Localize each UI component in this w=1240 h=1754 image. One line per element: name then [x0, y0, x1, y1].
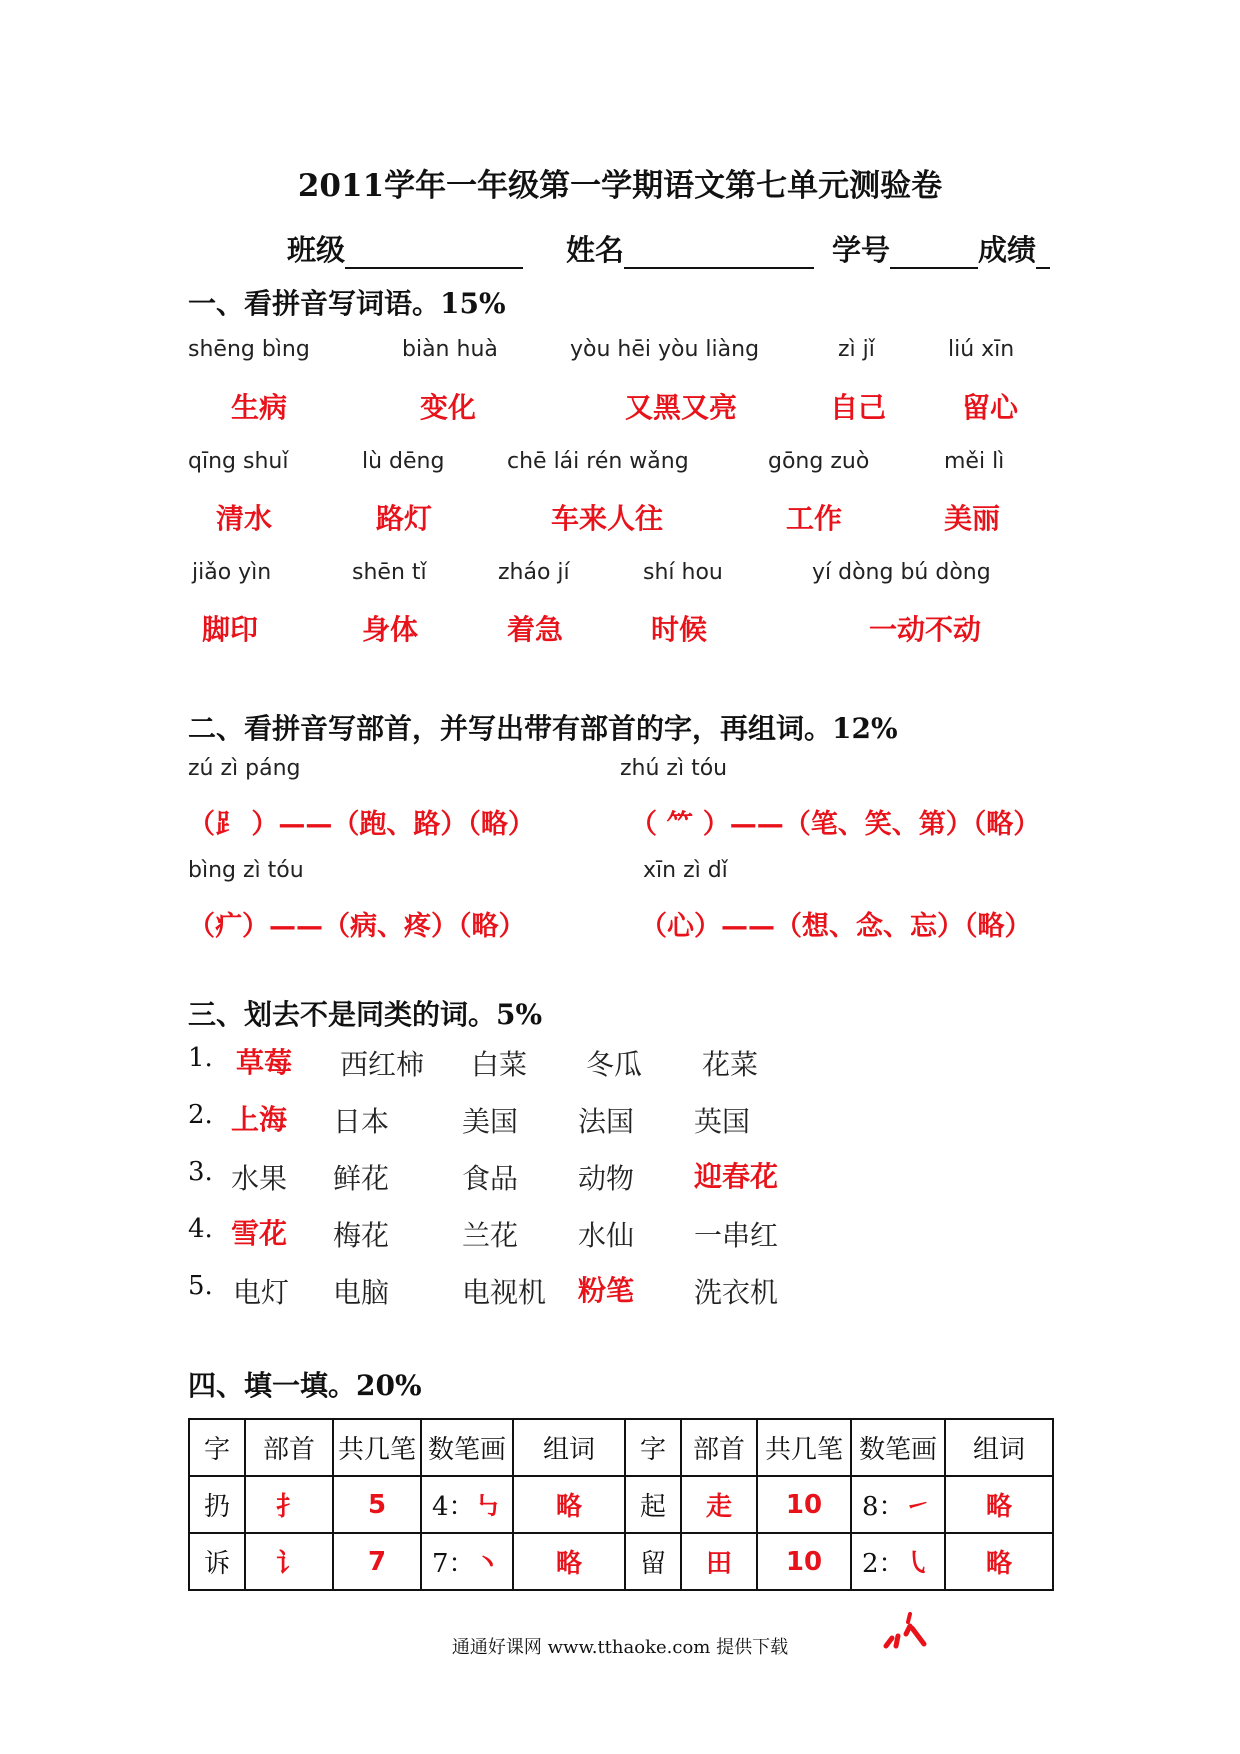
pinyin: zú zì páng — [188, 756, 301, 781]
word: 梅花 — [333, 1219, 390, 1252]
pinyin: yí dòng bú dòng — [812, 560, 991, 585]
radical-answer: （ ⺮ ）——（笔、笑、第）（略） — [630, 809, 1041, 840]
stroke-index: 7： — [432, 1549, 475, 1579]
radical-answer: （疒）——（病、疼）（略） — [188, 911, 526, 942]
word: 花菜 — [702, 1048, 759, 1081]
row-number: 2. — [188, 1100, 213, 1130]
header-cell: 数笔画 — [851, 1419, 945, 1476]
word: 电灯 — [233, 1276, 290, 1309]
answer-word: 清水 — [216, 502, 273, 535]
answer-word: 一动不动 — [869, 613, 982, 646]
pinyin: xīn zì dǐ — [643, 858, 728, 883]
pinyin: lù dēng — [362, 449, 445, 474]
name-group — [566, 228, 814, 269]
odd-word: 迎春花 — [694, 1160, 779, 1193]
word: 日本 — [333, 1105, 390, 1138]
header-cell: 字 — [625, 1419, 681, 1476]
word-cell: 略 — [513, 1476, 625, 1533]
row-number: 4. — [188, 1214, 213, 1244]
answer-word: 变化 — [420, 391, 477, 424]
number-group — [832, 228, 1050, 269]
odd-word: 上海 — [231, 1103, 288, 1136]
table-header-row — [189, 1419, 1053, 1476]
stroke-index: 8： — [862, 1492, 905, 1522]
word: 兰花 — [462, 1219, 519, 1252]
word: 电脑 — [333, 1276, 390, 1309]
odd-word: 雪花 — [231, 1217, 288, 1250]
name-label: 姓名 — [566, 233, 625, 267]
pinyin: zhú zì tóu — [620, 756, 728, 781]
stroke-count-cell: 10 — [757, 1476, 851, 1533]
section4-heading: 四、填一填。20% — [188, 1369, 422, 1402]
header-cell: 部首 — [245, 1419, 333, 1476]
word: 电视机 — [462, 1276, 547, 1309]
stroke-order-cell — [421, 1476, 513, 1533]
header-cell: 共几笔 — [333, 1419, 421, 1476]
word: 英国 — [694, 1105, 751, 1138]
word: 美国 — [462, 1105, 519, 1138]
radical-cell: 走 — [681, 1476, 757, 1533]
answer-word: 生病 — [231, 391, 288, 424]
word-cell: 略 — [513, 1533, 625, 1590]
header-cell: 组词 — [513, 1419, 625, 1476]
student-info-line — [287, 228, 523, 269]
answer-word: 着急 — [507, 613, 564, 646]
page-title: 2011学年一年级第一学期语文第七单元测验卷 — [297, 168, 943, 204]
pinyin: shēn tǐ — [352, 560, 427, 585]
score-blank — [1036, 237, 1050, 269]
answer-word: 路灯 — [376, 502, 433, 535]
word: 食品 — [462, 1162, 519, 1195]
pinyin: yòu hēi yòu liàng — [570, 337, 760, 362]
pinyin: liú xīn — [948, 337, 1015, 362]
word: 鲜花 — [333, 1162, 390, 1195]
fill-in-table — [188, 1418, 1054, 1591]
row-number: 1. — [188, 1043, 213, 1073]
radical-cell: 讠 — [245, 1533, 333, 1590]
pinyin: shēng bìng — [188, 337, 310, 362]
char-cell: 诉 — [189, 1533, 245, 1590]
stroke-shape: ㇂ — [904, 1549, 931, 1579]
name-blank — [624, 237, 814, 269]
table-row — [189, 1533, 1053, 1590]
number-blank — [890, 237, 978, 269]
stroke-count-cell: 10 — [757, 1533, 851, 1590]
char-cell: 扔 — [189, 1476, 245, 1533]
stroke-order-cell — [851, 1476, 945, 1533]
score-label: 成绩 — [978, 233, 1037, 267]
word: 西红柿 — [340, 1048, 425, 1081]
word: 水仙 — [578, 1219, 635, 1252]
char-cell: 留 — [625, 1533, 681, 1590]
stroke-shape: ㇀ — [904, 1492, 931, 1522]
pinyin: zì jǐ — [838, 337, 875, 362]
answer-word: 留心 — [962, 391, 1019, 424]
word: 法国 — [578, 1105, 635, 1138]
stroke-shape: 丶 — [474, 1549, 501, 1579]
word-cell: 略 — [945, 1476, 1053, 1533]
stroke-shape: ㇉ — [474, 1492, 501, 1522]
stroke-index: 2： — [862, 1549, 905, 1579]
pinyin: biàn huà — [402, 337, 498, 362]
radical-answer: （⻊ ）——（跑、路）（略） — [188, 809, 535, 840]
word: 水果 — [231, 1162, 288, 1195]
word: 一串红 — [694, 1219, 779, 1252]
radical-cell: 田 — [681, 1533, 757, 1590]
class-label: 班级 — [287, 233, 346, 267]
word: 白菜 — [471, 1048, 528, 1081]
answer-word: 美丽 — [944, 502, 1001, 535]
header-cell: 部首 — [681, 1419, 757, 1476]
stroke-order-cell — [421, 1533, 513, 1590]
word: 洗衣机 — [694, 1276, 779, 1309]
answer-word: 时候 — [651, 613, 708, 646]
radical-cell: 扌 — [245, 1476, 333, 1533]
stroke-count-cell: 5 — [333, 1476, 421, 1533]
row-number: 5. — [188, 1271, 213, 1301]
answer-word: 脚印 — [202, 613, 259, 646]
word: 冬瓜 — [586, 1048, 643, 1081]
section1-heading: 一、看拼音写词语。15% — [188, 287, 506, 320]
footer-text: 通通好课网 www.tthaoke.com 提供下载 — [451, 1637, 789, 1658]
header-cell: 共几笔 — [757, 1419, 851, 1476]
header-cell: 组词 — [945, 1419, 1053, 1476]
section3-heading: 三、划去不是同类的词。5% — [188, 998, 543, 1031]
pinyin: měi lì — [944, 449, 1005, 474]
section2-heading: 二、看拼音写部首，并写出带有部首的字，再组词。12% — [188, 712, 898, 745]
stroke-order-cell — [851, 1533, 945, 1590]
answer-word: 身体 — [362, 613, 419, 646]
class-blank — [345, 237, 523, 269]
number-label: 学号 — [832, 233, 891, 267]
row-number: 3. — [188, 1157, 213, 1187]
pinyin: zháo jí — [498, 560, 570, 585]
char-cell: 起 — [625, 1476, 681, 1533]
answer-word: 工作 — [786, 502, 843, 535]
pinyin: qīng shuǐ — [188, 449, 289, 474]
answer-word: 自己 — [830, 391, 887, 424]
header-cell: 数笔画 — [421, 1419, 513, 1476]
word-cell: 略 — [945, 1533, 1053, 1590]
odd-word: 草莓 — [236, 1046, 293, 1079]
pinyin: jiǎo yìn — [192, 560, 272, 585]
pinyin: chē lái rén wǎng — [507, 449, 689, 474]
radical-answer: （心）——（想、念、忘）（略） — [640, 911, 1032, 942]
word: 动物 — [578, 1162, 635, 1195]
header-cell: 字 — [189, 1419, 245, 1476]
odd-word: 粉笔 — [578, 1274, 635, 1307]
pinyin: gōng zuò — [768, 449, 870, 474]
answer-word: 车来人往 — [551, 502, 664, 535]
answer-word: 又黑又亮 — [625, 391, 738, 424]
pinyin: bìng zì tóu — [188, 858, 304, 883]
table-row — [189, 1476, 1053, 1533]
stroke-count-cell: 7 — [333, 1533, 421, 1590]
stroke-index: 4： — [432, 1492, 475, 1522]
pinyin: shí hou — [643, 560, 723, 585]
